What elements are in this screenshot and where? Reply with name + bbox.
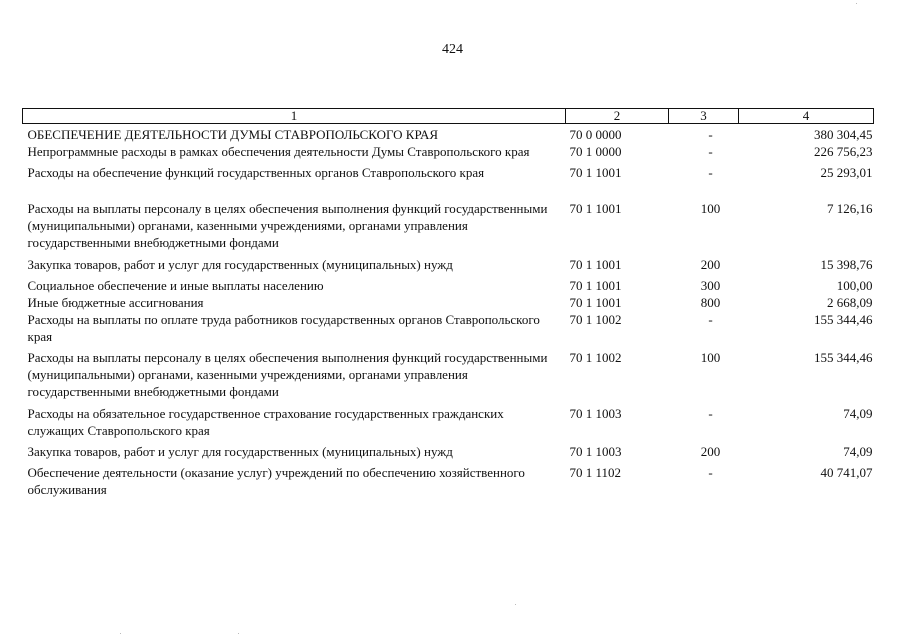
table-header xyxy=(23,109,874,124)
row-code: 70 1 1003 xyxy=(569,406,622,421)
page-number: 424 xyxy=(442,42,463,57)
row-description: Расходы на выплаты персоналу в целях обеспечения выполнения функций государственными (муниципальными) органами, казенными учреждениями, органами управления государственными внебюджетными фондами xyxy=(27,350,548,399)
row-description: Закупка товаров, работ и услуг для государственных (муниципальных) нужд xyxy=(27,257,453,272)
row-code: 70 1 1001 xyxy=(569,201,622,216)
header-column-2: 2 xyxy=(566,109,669,124)
row-amount: 226 756,23 xyxy=(814,144,873,159)
table-row xyxy=(23,124,874,144)
table-row xyxy=(23,294,874,311)
row-amount: 7 126,16 xyxy=(827,201,873,216)
row-amount: 25 293,01 xyxy=(820,165,873,180)
table-row xyxy=(23,143,874,160)
row-description: Обеспечение деятельности (оказание услуг) учреждений по обеспечению хозяйственного обслуживания xyxy=(27,465,525,497)
row-amount: 74,09 xyxy=(843,406,873,421)
row-code: 70 1 1002 xyxy=(569,312,622,327)
table-row xyxy=(23,273,874,294)
row-code: 70 1 0000 xyxy=(569,144,622,159)
row-amount: 40 741,07 xyxy=(820,465,873,480)
row-amount: 155 344,46 xyxy=(814,350,873,365)
row-description: Расходы на выплаты персоналу в целях обеспечения выполнения функций государственными (муниципальными) органами, казенными учреждениями, органами управления государственными внебюджетными фондами xyxy=(27,201,548,250)
row-type: 200 xyxy=(700,257,721,272)
header-column-4: 4 xyxy=(739,109,874,124)
row-description: Закупка товаров, работ и услуг для государственных (муниципальных) нужд xyxy=(27,444,453,459)
row-description: Расходы на обеспечение функций государственных органов Ставропольского края xyxy=(27,165,485,180)
table-row xyxy=(23,311,874,345)
row-amount: 155 344,46 xyxy=(814,312,873,327)
row-type: 100 xyxy=(700,201,721,216)
header-column-1: 1 xyxy=(23,109,566,124)
row-amount: 15 398,76 xyxy=(820,257,873,272)
row-description: ОБЕСПЕЧЕНИЕ ДЕЯТЕЛЬНОСТИ ДУМЫ СТАВРОПОЛЬСКОГО КРАЯ xyxy=(27,127,439,142)
row-code: 70 1 1003 xyxy=(569,444,622,459)
scan-artifact xyxy=(856,3,857,4)
table-row xyxy=(23,251,874,273)
row-code: 70 1 1102 xyxy=(569,465,622,480)
row-description: Непрограммные расходы в рамках обеспечения деятельности Думы Ставропольского края xyxy=(27,144,530,159)
header-column-3: 3 xyxy=(669,109,739,124)
table-row xyxy=(23,460,874,498)
row-code: 70 1 1001 xyxy=(569,295,622,310)
row-code: 70 1 1001 xyxy=(569,257,622,272)
row-type: - xyxy=(708,127,713,142)
table-row xyxy=(23,345,874,400)
scan-artifact xyxy=(238,633,239,634)
row-type: - xyxy=(708,144,713,159)
table-row xyxy=(23,160,874,181)
row-code: 70 0 0000 xyxy=(569,127,622,142)
row-amount: 74,09 xyxy=(843,444,873,459)
row-description: Расходы на обязательное государственное страхование государственных гражданских служащих Ставропольского края xyxy=(27,406,504,438)
row-type: 100 xyxy=(700,350,721,365)
scan-artifact xyxy=(120,633,121,634)
table-row xyxy=(23,439,874,460)
row-code: 70 1 1001 xyxy=(569,278,622,293)
row-type: - xyxy=(708,406,713,421)
row-amount: 2 668,09 xyxy=(827,295,873,310)
row-type: 300 xyxy=(700,278,721,293)
table-body xyxy=(23,124,874,499)
row-type: 800 xyxy=(700,295,721,310)
scan-artifact xyxy=(515,604,516,605)
row-code: 70 1 1001 xyxy=(569,165,622,180)
row-description: Расходы на выплаты по оплате труда работников государственных органов Ставропольского края xyxy=(27,312,540,344)
table-row xyxy=(23,400,874,439)
row-type: - xyxy=(708,312,713,327)
row-description: Иные бюджетные ассигнования xyxy=(27,295,204,310)
row-amount: 380 304,45 xyxy=(814,127,873,142)
row-code: 70 1 1002 xyxy=(569,350,622,365)
row-type: - xyxy=(708,465,713,480)
row-description: Социальное обеспечение и иные выплаты населению xyxy=(27,278,324,293)
header-row xyxy=(23,109,874,124)
table-row xyxy=(23,181,874,251)
row-amount: 100,00 xyxy=(836,278,873,293)
budget-table xyxy=(22,108,874,498)
row-type: 200 xyxy=(700,444,721,459)
row-type: - xyxy=(708,165,713,180)
